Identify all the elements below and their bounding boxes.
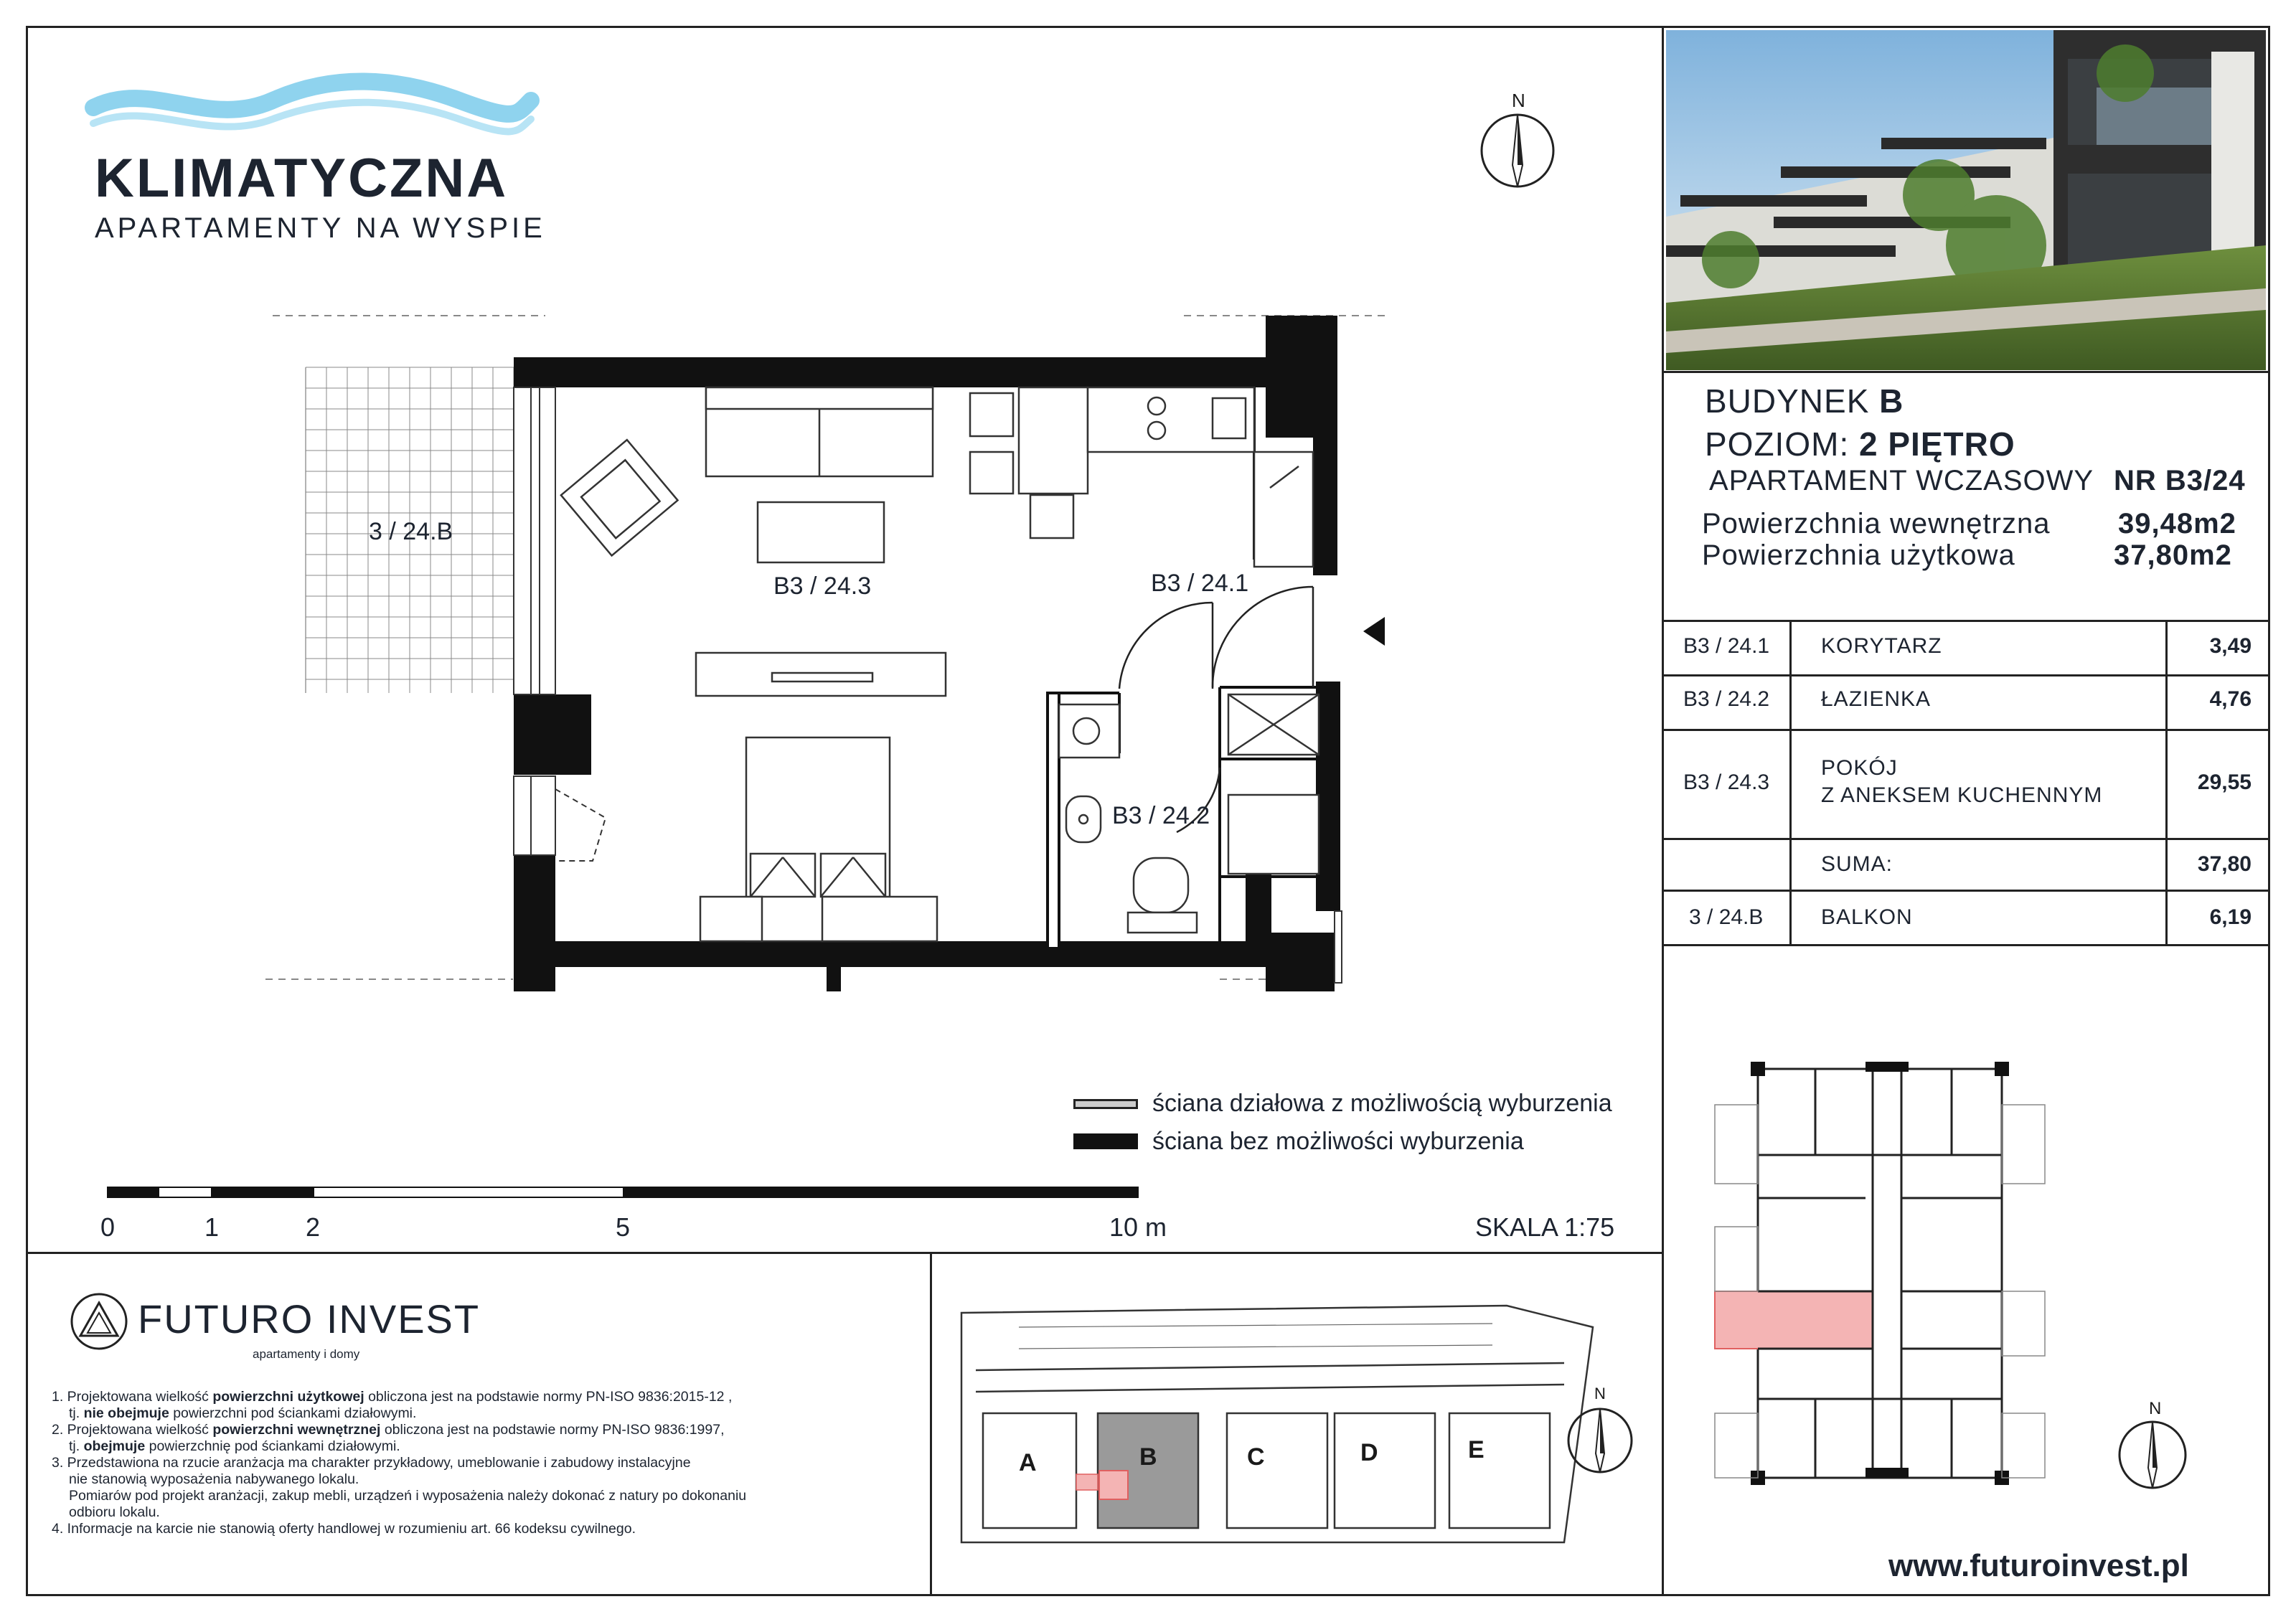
building-value: B <box>1879 382 1904 420</box>
rooms-table <box>1662 620 2270 944</box>
brand-subtitle: APARTAMENTY NA WYSPIE <box>95 212 546 244</box>
scale-tick-5: 5 <box>616 1212 631 1242</box>
table-row-divider <box>1662 838 2270 840</box>
note-bold: powierzchni wewnętrznej <box>212 1422 381 1438</box>
note-text: 1. Projektowana wielkość <box>52 1389 213 1405</box>
level-label: POZIOM: <box>1705 425 1850 463</box>
website-link[interactable]: www.futuroinvest.pl <box>1888 1548 2189 1583</box>
room-area: 4,76 <box>2209 687 2252 711</box>
room-name: POKÓJ <box>1821 756 1898 780</box>
note-1-cont <box>52 1405 927 1422</box>
note-text: obliczona jest na podstawie normy PN-ISO 9836:2015-12 , <box>364 1389 733 1405</box>
divider-table-bottom <box>1662 944 2270 946</box>
room-id: B3 / 24.1 <box>1683 634 1770 658</box>
legend-partition-label: ściana działowa z możliwością wyburzenia <box>1152 1090 1612 1117</box>
scale-tick-2: 2 <box>306 1212 321 1242</box>
note-1 <box>52 1389 927 1405</box>
divider-horizontal-footer <box>26 1252 1663 1254</box>
notes-block <box>52 1389 927 1537</box>
legend-structural-swatch <box>1073 1133 1138 1149</box>
compass-arrow-icon <box>2117 1419 2188 1491</box>
scale-tick-10: 10 m <box>1109 1212 1167 1242</box>
table-row-divider <box>1662 890 2270 892</box>
note-3: 3. Przedstawiona na rzucie aranżacja ma charakter przykładowy, umeblowanie i zabudowy instalacyjne <box>52 1455 691 1471</box>
room-id: B3 / 24.2 <box>1683 687 1770 711</box>
room-area: 6,19 <box>2209 905 2252 929</box>
note-3-cont: odbioru lokalu. <box>69 1504 160 1520</box>
key-floor-plan <box>1715 1055 2102 1485</box>
table-row-divider <box>1662 729 2270 731</box>
note-bold: powierzchni użytkowej <box>212 1389 364 1405</box>
room-name: BALKON <box>1821 905 1913 929</box>
divider-info-top <box>1662 371 2270 373</box>
usable-area-value: 37,80m2 <box>2114 539 2232 571</box>
note-text: powierzchnię pod ściankami działowymi. <box>145 1438 400 1454</box>
sum-value: 37,80 <box>2197 852 2252 876</box>
note-2-cont <box>52 1438 927 1455</box>
room-id: 3 / 24.B <box>1689 905 1764 929</box>
room-label-living: B3 / 24.3 <box>773 572 872 600</box>
scale-tick-0: 0 <box>100 1212 116 1242</box>
site-building-e: E <box>1468 1436 1485 1463</box>
building-label: BUDYNEK <box>1705 382 1870 420</box>
table-col-divider-1 <box>1789 620 1792 944</box>
note-text: obliczona jest na podstawie normy PN-ISO 9836:1997, <box>380 1422 725 1438</box>
note-4: 4. Informacje na karcie nie stanowią oferty handlowej w rozumieniu art. 66 kodeksu cywilnego. <box>52 1521 636 1537</box>
note-3-cont: nie stanowią wyposażenia nabywanego lokalu. <box>69 1471 359 1487</box>
note-text: tj. <box>69 1405 84 1421</box>
site-building-a: A <box>1019 1449 1037 1476</box>
compass-north-label: N <box>2149 1399 2162 1418</box>
sum-label: SUMA: <box>1821 852 1893 876</box>
table-row-divider <box>1662 674 2270 676</box>
compass-site <box>1564 1385 1636 1478</box>
room-name: KORYTARZ <box>1821 634 1942 658</box>
room-id: B3 / 24.3 <box>1683 770 1770 794</box>
site-building-c: C <box>1247 1443 1265 1471</box>
site-plan <box>947 1284 1629 1557</box>
site-building-d: D <box>1360 1439 1378 1466</box>
note-text: powierzchni pod ściankami działowymi. <box>169 1405 417 1421</box>
compass-north-label: N <box>1512 90 1525 111</box>
table-col-divider-2 <box>2165 620 2168 944</box>
room-area: 29,55 <box>2197 770 2252 794</box>
room-label-corridor: B3 / 24.1 <box>1151 570 1249 597</box>
room-area: 3,49 <box>2209 634 2252 658</box>
room-label-bathroom: B3 / 24.2 <box>1112 802 1210 829</box>
note-text: tj. <box>69 1438 84 1454</box>
note-2 <box>52 1422 927 1438</box>
internal-area-label: Powierzchnia wewnętrzna <box>1702 508 2051 539</box>
scale-tick-1: 1 <box>204 1212 220 1242</box>
compass-north-label: N <box>1594 1385 1606 1402</box>
apartment-label: APARTAMENT WCZASOWY <box>1709 465 2094 496</box>
room-name: ŁAZIENKA <box>1821 687 1932 711</box>
building-line <box>1705 382 1904 420</box>
brand-title: KLIMATYCZNA <box>95 148 509 209</box>
room-label-balcony: 3 / 24.B <box>369 518 453 545</box>
note-text: 2. Projektowana wielkość <box>52 1422 213 1438</box>
room-name-line2: Z ANEKSEM KUCHENNYM <box>1821 783 2103 807</box>
usable-area-label: Powierzchnia użytkowa <box>1702 539 2015 571</box>
note-3-cont: Pomiarów pod projekt aranżacji, zakup mebli, urządzeń i wyposażenia należy dokonać z natury po dokonaniu <box>69 1488 747 1504</box>
company-name: FUTURO INVEST <box>138 1296 481 1342</box>
note-bold: nie obejmuje <box>83 1405 169 1421</box>
level-line <box>1705 425 2015 463</box>
internal-area-value: 39,48m2 <box>2118 508 2236 539</box>
building-rendering-image <box>1666 30 2266 370</box>
divider-footer-left <box>930 1252 932 1596</box>
scale-bar <box>108 1187 1141 1202</box>
legend-structural-label: ściana bez możliwości wyburzenia <box>1152 1128 1524 1155</box>
legend-partition-swatch <box>1073 1099 1138 1109</box>
scale-label: SKALA 1:75 <box>1475 1212 1615 1242</box>
compass-bottom <box>2117 1399 2196 1499</box>
apartment-number: NR B3/24 <box>2114 465 2246 496</box>
site-building-b: B <box>1139 1443 1157 1471</box>
company-tagline: apartamenty i domy <box>253 1347 360 1361</box>
level-value: 2 PIĘTRO <box>1859 425 2015 463</box>
compass-arrow-icon <box>1564 1405 1636 1476</box>
note-bold: obejmuje <box>83 1438 146 1454</box>
futuro-logo-icon <box>69 1291 129 1352</box>
